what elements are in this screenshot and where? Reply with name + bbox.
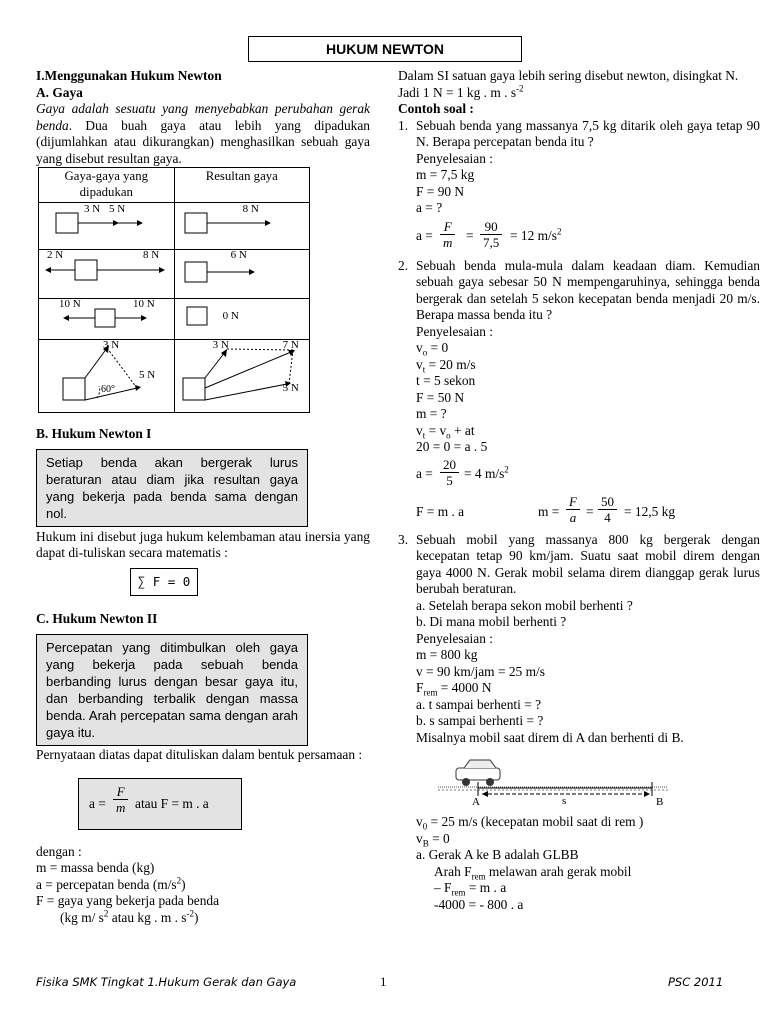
gaya-definition-rest: . Dua buah gaya atau lebih yang dipadukan (dijumlahkan atau dikurangkan) menghasilkan sebuah gaya yang disebut resultan gaya. [36,117,370,166]
def-line: a = percepatan benda $(m/s^2)$ [36,875,186,892]
q3-solution-cont [398,814,760,913]
sol-text: = 25 m/s (kecepatan mobil saat di rem ) [427,814,644,829]
table-row [39,299,175,340]
sol-line: $v_t = v_o$ + at [416,422,475,441]
sol-line: Penyelesaian : [416,150,493,166]
formula-text: atau F = m . a [135,795,209,811]
jadi-text-main: Jadi 1 N = 1 kg . m . s [398,84,517,100]
eq-text: a = [416,465,433,481]
sol-line: F = 50 N [416,389,465,405]
sol-line: $v_B = 0$ [416,830,450,849]
eq-text: a = [416,227,433,243]
sol-line: $v_0 = 25$ m/s (kecepatan mobil saat di rem ) [416,814,644,832]
angle-label: 60° [101,384,115,395]
sol-line: v = 90 km/jam = 25 m/s [416,663,545,679]
sol-line: b. s sampai berhenti = ? [416,713,544,728]
eq-den: m [443,234,453,250]
q2-equation-a: a = $\frac{20}{5}$ = 4 $m/s^2$ [416,456,509,488]
left-column [36,68,370,926]
sol-line: $v_t = 20$ m/s [416,356,476,375]
force-label: 10 N [59,298,81,310]
eq-result: = 4 m/s [464,465,505,481]
force-label: 6 N [230,249,247,261]
table-cell-result [174,340,309,413]
newton2-text: Pernyataan diatas dapat dituliskan dalam bentuk persamaan : [36,747,363,762]
force-label: 7 N [282,339,299,351]
sol-text: F [416,680,424,695]
force-table [38,167,310,413]
force-label: 8 N [143,249,160,261]
eq-result: = 12,5 kg [624,503,676,519]
eq-result: = 12 m/s [510,227,557,243]
eq-num: F [440,219,455,235]
question-text: Sebuah mobil yang massanya 800 kg bergerak dengan kecepatan tetap 90 km/jam. Suatu saat mobil direm dengan gaya 4000 N. Gerak mobil selama direm dianggap gerak lurus berubah beraturan. [416,531,760,596]
sol-line: $v_o = 0$ [416,340,449,358]
formula-numerator: F [113,784,128,800]
jadi-text: Jadi 1 N = 1 kg . m . $s^{-2}$ [398,83,524,100]
newton1-box: Setiap benda akan bergerak lurus beraturan atau diam jika resultan gaya yang bekerja pada benda sama dengan nol. [36,449,308,527]
eq-text: m = [538,503,560,519]
def-text: (kg m/ s [60,909,104,925]
distance-label: s [562,795,567,807]
table-row [39,340,175,413]
eq-num: 90 [480,219,502,235]
newton2-box: Percepatan yang ditimbulkan oleh gaya yang bekerja pada sebuah benda berbanding lurus dengan besar gaya itu, dan berbanding terbalik dengan massa benda. Arah percepatan sama dengan arah gaya itu. [36,634,308,746]
force-label: 2 N [47,249,64,261]
question-text: Sebuah benda yang massanya 7,5 kg ditarik oleh gaya tetap 90 N. Berapa percepatan benda itu ? [416,117,760,149]
eq-den: 4 [604,509,611,525]
eq-fraction [480,219,502,250]
eq-den: 7,5 [483,234,500,250]
table-header-resultant: Resultan gaya [174,168,309,203]
sol-text: – F [434,880,452,895]
def-text: ) [194,909,199,925]
sol-line: a. Setelah berapa sekon mobil berhenti ? [416,597,633,613]
sol-text: = v [425,422,447,438]
newton1-text: Hukum ini disebut juga hukum kelembaman atau inersia yang dapat di-tuliskan secara matematis : [36,528,370,560]
footer-right: PSC 2011 [668,975,724,989]
table-cell-result [174,203,309,250]
section-heading: I.Menggunakan Hukum Newton [36,68,222,83]
subsection-heading: C. Hukum Newton II [36,610,158,626]
sol-line: m = 800 kg [416,647,478,662]
sol-line: m = 7,5 kg [416,167,475,182]
force-label: 3 N [84,203,101,215]
footer-left: Fisika SMK Tingkat 1.Hukum Gerak dan Gaya [36,975,297,989]
sol-text: = 20 m/s [425,356,476,372]
point-a-label: A [472,796,480,808]
force-label: 5 N [282,382,299,394]
sol-text: Arah F [434,863,472,879]
formula-denominator: m [116,799,126,815]
dengan-label: dengan : [36,843,82,859]
sol-line: a. t sampai berhenti = ? [416,696,542,712]
sol-line: -4000 = - 800 . a [434,896,524,912]
sol-line: Penyelesaian : [416,630,493,646]
sol-line: a = ? [416,200,443,215]
car-diagram [438,756,668,810]
def-text: atau kg . m . s [108,909,187,925]
eq-den: 5 [446,472,453,488]
eq-fraction [566,494,580,525]
table-row [39,203,175,250]
question-3: 3. Sebuah mobil yang massanya 800 kg bergerak dengan kecepatan tetap 90 km/jam. Suatu saat mobil direm dengan gaya 4000 N. Gerak mobil selama direm dianggap gerak lurus berubah beraturan. [398,531,760,596]
eq-num: 20 [440,457,459,473]
newton2-formula [78,778,242,830]
sol-text: = 0 [427,340,449,355]
def-text: a = percepatan benda (m/s [36,876,177,892]
sol-line: Penyelesaian : [416,323,493,339]
eq-num: 50 [598,494,617,510]
eq-fraction [598,494,617,525]
q1-solution [398,151,760,255]
eq-fraction [440,457,459,488]
page-title: HUKUM NEWTON [248,36,522,62]
eq-num: F [566,494,580,510]
sol-text: = m . a [465,880,507,895]
force-label: 3 N [103,339,120,351]
gaya-definition-italic: Gaya adalah sesuatu yang menyebabkan perubahan gerak benda [36,101,370,133]
sol-text: = 4000 N [437,680,492,695]
subsection-heading: B. Hukum Newton I [36,426,152,441]
newton1-formula: ∑ F = 0 [130,568,198,596]
sol-text: melawan arah gerak mobil [485,863,632,879]
force-label: 0 N [222,310,239,322]
sol-text: v [416,340,423,355]
def-line: (kg m/ $s^2$ atau kg . m . $s^{-2}$) [60,908,199,925]
table-header-forces: Gaya-gaya yang dipadukan [39,168,175,203]
force-label: 5 N [139,369,156,381]
table-row [39,250,175,299]
sol-text: + at [450,422,475,438]
def-line: F = gaya yang bekerja pada benda [36,893,220,908]
question-text: Sebuah benda mula-mula dalam keadaan diam. Kemudian sebuah gaya sebesar 50 N mempengaruhinya, sehingga benda bergerak dan setelah 5 sekon kecepatan benda menjadi 20 m/s. Berapa massa benda itu ? [416,257,760,322]
force-label: 10 N [133,298,155,310]
q3-solution [398,598,760,747]
sol-line: a. Gerak A ke B adalah GLBB [416,847,579,862]
subsection-heading: A. Gaya [36,84,83,100]
right-column [398,68,760,913]
force-label: 3 N [212,339,229,351]
sol-line: Arah $F_{rem}$ melawan arah gerak mobil [434,863,632,882]
table-cell-result [174,250,309,299]
q1-equation: a = $\frac{F}{m}$ = $\frac{90}{7,5}$ = 12 $m/s^2$ [416,218,562,250]
sol-line: – $F_{rem} = m$ . a [434,880,507,898]
sol-line: $F_{rem} = 4000$ N [416,680,492,698]
q2-solution [398,324,760,532]
formula-fraction [113,784,128,815]
force-label: 8 N [242,203,259,215]
eq-den: a [569,509,577,525]
sol-line: t = 5 sekon [416,373,476,388]
q2-equation-m: F = m . a m = $\frac{F}{a}$ = $\frac{50}{4}$ = 12,5 kg [416,493,676,525]
page-number: 1 [380,974,387,989]
sol-text: = 0 [428,830,450,846]
force-label: 5 N [109,203,126,215]
eq-fraction [440,219,455,250]
si-text: Dalam SI satuan gaya lebih sering disebut newton, disingkat N. [398,68,739,83]
gaya-definition [36,101,370,167]
sol-line: m = ? [416,406,447,421]
sol-line: b. Di mana mobil berhenti ? [416,614,567,629]
contoh-heading: Contoh soal : [398,101,474,116]
sol-line: 20 = 0 = a . 5 [416,439,488,454]
question-2: 2. Sebuah benda mula-mula dalam keadaan diam. Kemudian sebuah gaya sebesar 50 N mempengaruhinya, sehingga benda bergerak dan setelah 5 sekon kecepatan benda menjadi 20 m/s. Berapa massa benda itu ? [398,257,760,322]
point-b-label: B [656,796,664,808]
sol-line: F = 90 N [416,183,465,199]
eq-text: F = m . a [416,503,465,519]
question-1: 1. Sebuah benda yang massanya 7,5 kg ditarik oleh gaya tetap 90 N. Berapa percepatan benda itu ? [398,117,760,149]
def-line: m = massa benda (kg) [36,860,155,875]
sol-line: Misalnya mobil saat direm di A dan berhenti di B. [416,729,684,745]
formula-text: a = [89,795,106,811]
table-cell-result [174,299,309,340]
